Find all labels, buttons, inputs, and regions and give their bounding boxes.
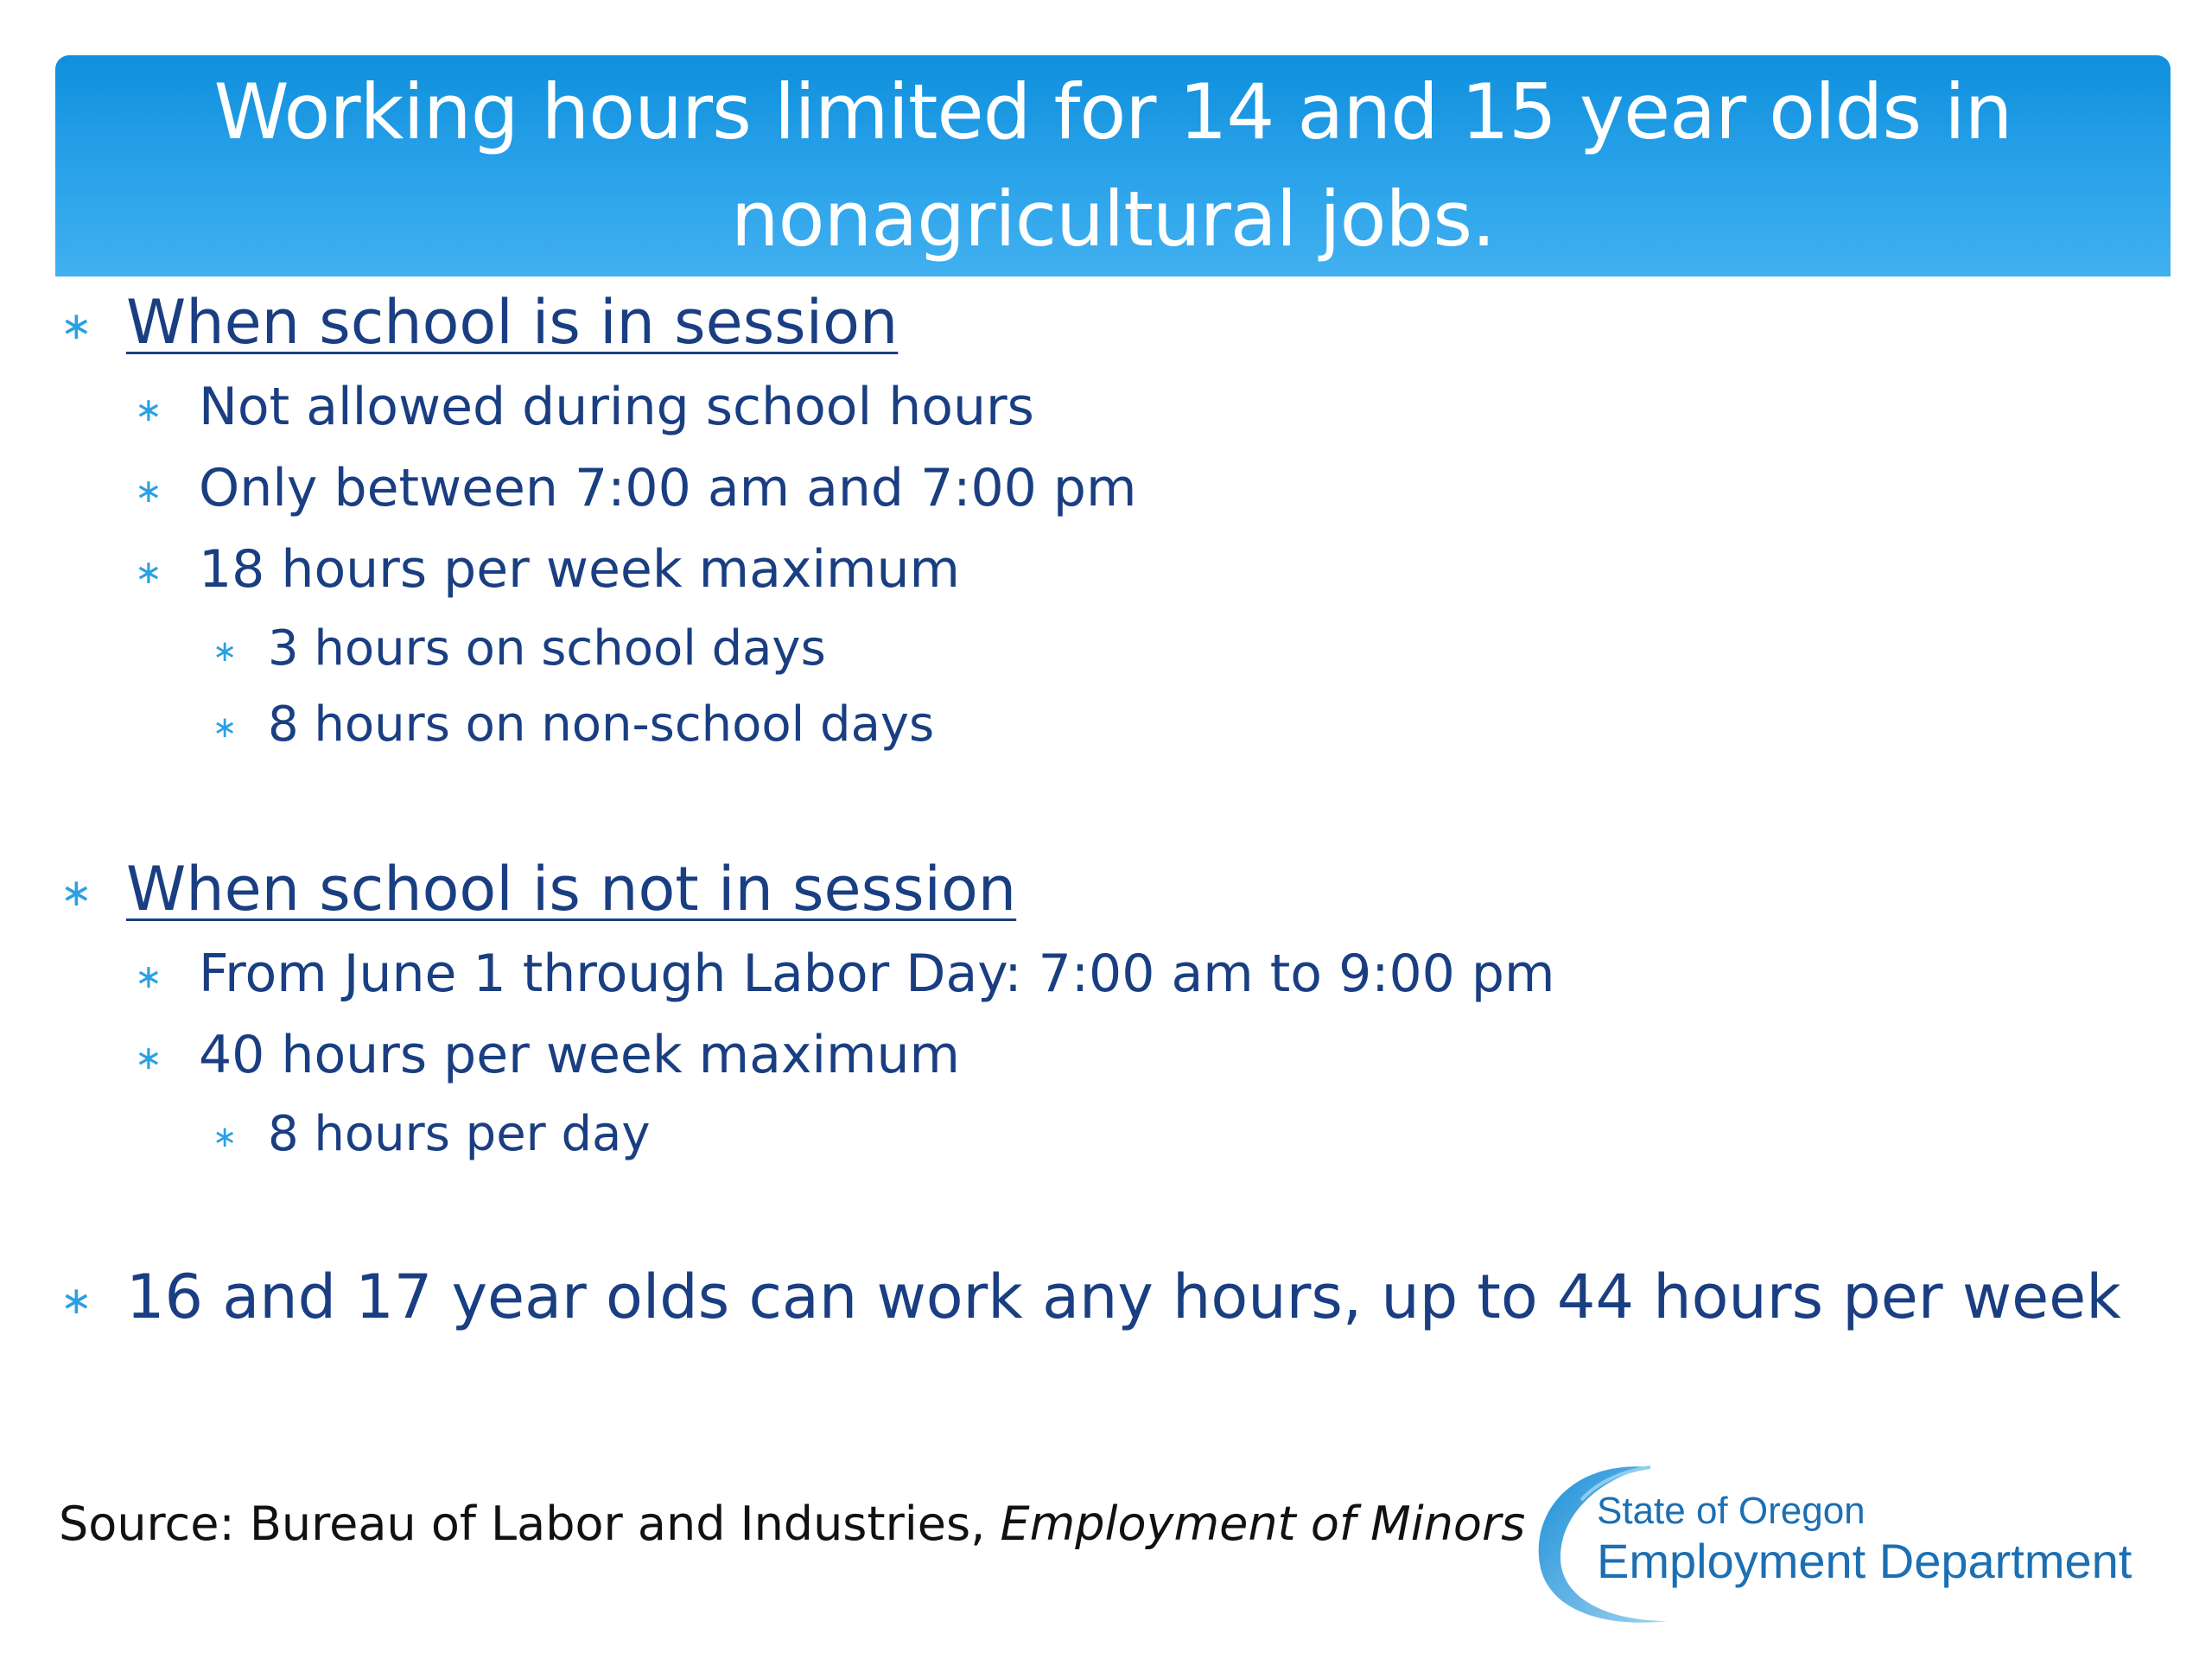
list-item [135,944,1554,1004]
list-item [135,539,960,600]
older-minors-text: 16 and 17 year olds can work any hours, up to 44 hours per week [126,1262,2121,1332]
source-prefix: Source: Bureau of Labor and Industries, [59,1497,1001,1551]
list-item [135,1025,960,1085]
section-heading-in-session [60,287,898,358]
section-heading-not-in-session [60,854,1016,925]
bullet-star-icon: ∗ [135,553,162,592]
bullet-star-icon: ∗ [60,871,92,916]
list-item-text: 18 hours per week maximum [199,539,960,600]
older-minors-note [60,1262,2121,1332]
bullet-star-icon: ∗ [135,472,162,511]
oregon-employment-department-logo [1521,1452,2177,1633]
section-heading-text: When school is in session [126,287,899,358]
bullet-star-icon: ∗ [60,1279,92,1324]
logo-text-state: State of Oregon [1597,1490,1866,1532]
slide-title-line-2: nonagricultural jobs. [730,175,1496,264]
bullet-star-icon: ∗ [60,304,92,349]
sub-list-item [213,1106,651,1162]
bullet-star-icon: ∗ [213,1119,238,1154]
section-heading-text: When school is not in session [126,854,1017,925]
sub-list-item [213,620,826,677]
list-item [135,458,1136,518]
source-publication: Employment of Minors [1000,1497,1526,1551]
bullet-star-icon: ∗ [135,1039,162,1077]
bullet-star-icon: ∗ [135,391,162,429]
sub-list-item-text: 3 hours on school days [268,620,826,677]
list-item-text: 40 hours per week maximum [199,1025,960,1085]
slide-title-line-1: Working hours limited for 14 and 15 year olds in [213,67,2012,156]
bullet-star-icon: ∗ [213,709,238,745]
logo-text-department: Employment Department [1597,1534,2133,1588]
list-item [135,377,1034,437]
list-item-text: Not allowed during school hours [199,377,1034,437]
sub-list-item [213,696,934,753]
sub-list-item-text: 8 hours on non-school days [268,696,935,753]
list-item-text: From June 1 through Labor Day: 7:00 am to 9:00 pm [199,944,1555,1004]
sub-list-item-text: 8 hours per day [268,1106,651,1162]
list-item-text: Only between 7:00 am and 7:00 pm [199,458,1137,518]
bullet-star-icon: ∗ [213,633,238,669]
source-citation [59,1497,1525,1551]
bullet-star-icon: ∗ [135,957,162,996]
